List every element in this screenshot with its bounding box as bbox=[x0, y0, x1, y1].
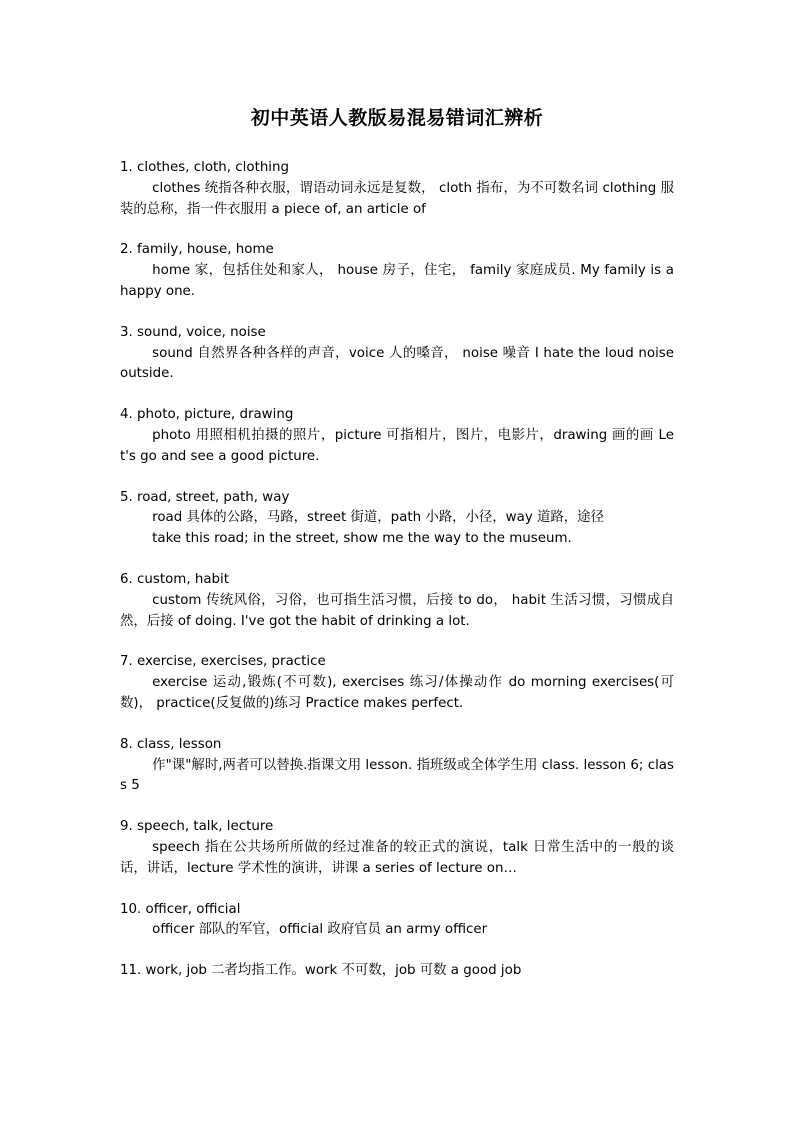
entry-body-line: road 具体的公路，马路，street 街道，path 小路，小径，way 道路，途径 bbox=[152, 510, 604, 526]
entry-heading: 10. officer, official bbox=[120, 901, 241, 917]
entry-body: clothes 统指各种衣服，谓语动词永远是复数， cloth 指布，为不可数名词 clothing 服装的总称，指一件衣服用 a piece of, an article of bbox=[120, 180, 674, 217]
list-item bbox=[120, 652, 674, 714]
entry-body: officer 部队的军官，official 政府官员 an army officer bbox=[152, 922, 488, 938]
entry-heading: 3. sound, voice, noise bbox=[120, 324, 266, 340]
list-item bbox=[120, 735, 674, 797]
entry-body: exercise 运动,锻炼(不可数), exercises 练习/体操动作 do morning exercises(可数)， practice(反复做的)练习 Practice makes perfect. bbox=[120, 675, 674, 711]
list-item bbox=[120, 158, 674, 220]
entry-body: custom 传统风俗，习俗，也可指生活习惯，后接 to do， habit 生活习惯，习惯成自然，后接 of doing. I've got the habit of drinking a lot. bbox=[120, 592, 674, 629]
list-item bbox=[120, 488, 674, 550]
entry-body: photo 用照相机拍摄的照片，picture 可指相片，图片，电影片，drawing 画的画 Let's go and see a good picture. bbox=[120, 427, 674, 464]
list-item bbox=[120, 405, 674, 467]
entry-heading: 8. class, lesson bbox=[120, 736, 222, 752]
entry-heading: 1. clothes, cloth, clothing bbox=[120, 160, 290, 175]
entry-body: speech 指在公共场所所做的经过准备的较正式的演说，talk 日常生活中的一般的谈话，讲话，lecture 学术性的演讲，讲课 a series of lecture on… bbox=[120, 839, 674, 876]
entry-body: home 家，包括住处和家人， house 房子，住宅， family 家庭成员. My family is a happy one. bbox=[120, 263, 674, 299]
list-item bbox=[120, 817, 674, 879]
list-item bbox=[120, 961, 674, 982]
entry-heading: 4. photo, picture, drawing bbox=[120, 407, 294, 423]
entry-heading: 7. exercise, exercises, practice bbox=[120, 654, 326, 670]
entry-heading: 2. family, house, home bbox=[120, 242, 274, 258]
list-item bbox=[120, 900, 674, 942]
entry-body: 作"课"解时,两者可以替换.指课文用 lesson. 指班级或全体学生用 class. lesson 6; class 5 bbox=[120, 757, 674, 794]
entry-heading: 6. custom, habit bbox=[120, 571, 230, 587]
entry-heading: 5. road, street, path, way bbox=[120, 489, 290, 505]
list-item bbox=[120, 570, 674, 632]
list-item bbox=[120, 240, 674, 302]
entry-body-line: take this road; in the street, show me the way to the museum. bbox=[152, 531, 572, 547]
entry-heading: 9. speech, talk, lecture bbox=[120, 819, 274, 835]
entry-body: sound 自然界各种各样的声音，voice 人的嗓音， noise 噪音 I hate the loud noise outside. bbox=[120, 345, 674, 382]
page-title: 初中英语人教版易混易错词汇辨析 bbox=[250, 107, 544, 129]
entry-heading: 11. work, job 二者均指工作。work 不可数，job 可数 a good job bbox=[120, 963, 522, 979]
entry-list bbox=[120, 158, 674, 1002]
list-item bbox=[120, 323, 674, 385]
